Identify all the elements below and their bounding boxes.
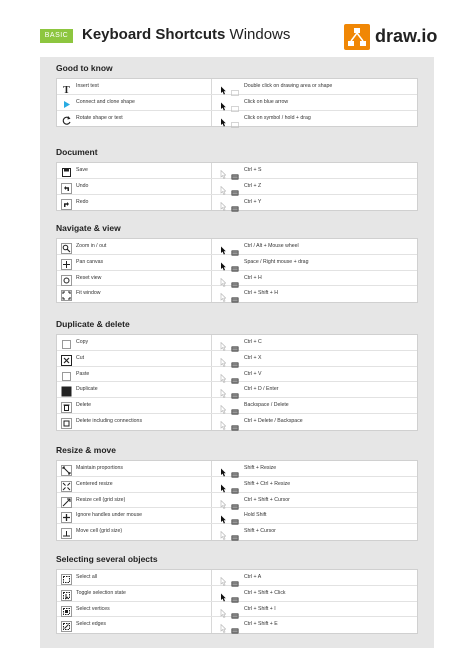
reset-view-icon bbox=[61, 273, 72, 284]
shortcut-row bbox=[57, 493, 417, 509]
shortcut-keys: Ctrl + Shift + Cursor bbox=[244, 496, 290, 503]
action-label: Delete bbox=[76, 402, 91, 409]
shortcuts-panel bbox=[40, 57, 434, 648]
action-cell bbox=[57, 271, 212, 286]
shortcut-keys: Ctrl / Alt + Mouse wheel bbox=[244, 243, 299, 249]
shortcut-keys: Ctrl + Shift + H bbox=[244, 290, 279, 297]
shortcut-keys: Shift + Ctrl + Resize bbox=[244, 480, 291, 487]
mouse-icon bbox=[220, 289, 226, 298]
title-light: Windows bbox=[229, 26, 291, 43]
keyboard-icon bbox=[231, 497, 239, 503]
drawio-logo bbox=[344, 24, 438, 50]
mouse-icon bbox=[220, 98, 226, 107]
action-label: Select all bbox=[76, 574, 98, 580]
shortcut-table-resize-move bbox=[56, 460, 418, 541]
rotate-icon bbox=[61, 113, 72, 124]
keyboard-icon bbox=[231, 512, 239, 518]
shortcut-row bbox=[57, 286, 417, 302]
section-title-navigate-view: Navigate & view bbox=[56, 223, 121, 233]
action-cell bbox=[57, 508, 212, 523]
shortcut-keys: Click on blue arrow bbox=[244, 98, 289, 105]
shortcut-cell bbox=[217, 398, 417, 413]
mouse-icon bbox=[220, 527, 226, 536]
keyboard-icon bbox=[231, 83, 239, 89]
shortcut-keys: Ctrl + D / Enter bbox=[244, 386, 279, 393]
drawio-logo-icon bbox=[344, 24, 370, 50]
action-cell bbox=[57, 382, 212, 397]
undo-icon bbox=[61, 181, 72, 192]
action-cell bbox=[57, 255, 212, 270]
shortcut-table-document bbox=[56, 162, 418, 211]
shortcut-table-good-to-know bbox=[56, 78, 418, 127]
mouse-icon bbox=[220, 354, 226, 363]
shortcut-keys: Ctrl + Shift + I bbox=[244, 605, 276, 612]
shortcut-keys: Ctrl + V bbox=[244, 370, 262, 377]
action-cell bbox=[57, 461, 212, 476]
logo-text: draw.io bbox=[375, 26, 438, 46]
action-label: Cut bbox=[76, 354, 85, 361]
keyboard-icon bbox=[231, 418, 239, 424]
pan-icon bbox=[61, 257, 72, 268]
shortcut-row bbox=[57, 163, 417, 179]
shortcut-keys: Ctrl + S bbox=[244, 167, 262, 173]
shortcut-table-duplicate-delete bbox=[56, 334, 418, 431]
mouse-icon bbox=[220, 496, 226, 505]
save-icon bbox=[61, 165, 72, 176]
redo-icon bbox=[61, 197, 72, 208]
shortcut-cell bbox=[217, 255, 417, 270]
select-all-icon bbox=[61, 572, 72, 583]
mouse-icon bbox=[220, 589, 226, 598]
shortcut-cell bbox=[217, 335, 417, 350]
action-cell bbox=[57, 195, 212, 211]
action-cell bbox=[57, 163, 212, 178]
shortcut-row bbox=[57, 586, 417, 602]
shortcut-cell bbox=[217, 95, 417, 110]
keyboard-icon bbox=[231, 574, 239, 580]
shortcut-row bbox=[57, 335, 417, 351]
action-cell bbox=[57, 367, 212, 382]
keyboard-icon bbox=[231, 386, 239, 392]
action-cell bbox=[57, 570, 212, 585]
duplicate-icon bbox=[61, 384, 72, 395]
action-label: Maintain proportions bbox=[76, 465, 124, 471]
shortcut-keys: Shift + Cursor bbox=[244, 528, 276, 535]
cut-icon bbox=[61, 353, 72, 364]
shortcut-row bbox=[57, 351, 417, 367]
page-title bbox=[82, 26, 290, 43]
action-cell bbox=[57, 239, 212, 254]
shortcut-keys: Ctrl + C bbox=[244, 339, 262, 345]
action-label: Rotate shape or text bbox=[76, 114, 123, 121]
proportions-icon bbox=[61, 463, 72, 474]
action-label: Redo bbox=[76, 198, 89, 205]
keyboard-icon bbox=[231, 590, 239, 596]
keyboard-icon bbox=[231, 183, 239, 189]
shortcut-row bbox=[57, 111, 417, 127]
shortcut-cell bbox=[217, 477, 417, 492]
keyboard-icon bbox=[231, 371, 239, 377]
shortcut-keys: Space / Right mouse + drag bbox=[244, 258, 309, 265]
shortcut-row bbox=[57, 79, 417, 95]
shortcut-cell bbox=[217, 461, 417, 476]
section-title-document: Document bbox=[56, 147, 98, 157]
mouse-icon bbox=[220, 401, 226, 410]
action-label: Fit window bbox=[76, 290, 101, 297]
svg-text:T: T bbox=[63, 85, 70, 94]
shortcut-table-selecting-several-objects bbox=[56, 569, 418, 634]
mouse-icon bbox=[220, 82, 226, 91]
section-title-good-to-know: Good to know bbox=[56, 63, 113, 73]
shortcut-cell bbox=[217, 570, 417, 585]
shortcut-cell bbox=[217, 79, 417, 94]
mouse-icon bbox=[220, 573, 226, 582]
shortcut-row bbox=[57, 524, 417, 540]
shortcut-row bbox=[57, 179, 417, 195]
action-label: Select vertices bbox=[76, 605, 110, 612]
action-label: Copy bbox=[76, 339, 89, 345]
shortcut-cell bbox=[217, 524, 417, 540]
action-cell bbox=[57, 179, 212, 194]
keyboard-icon bbox=[231, 481, 239, 487]
copy-icon bbox=[61, 337, 72, 348]
mouse-icon bbox=[220, 511, 226, 520]
shortcut-row bbox=[57, 461, 417, 477]
shortcut-cell bbox=[217, 111, 417, 127]
shortcut-keys: Double click on drawing area or shape bbox=[244, 83, 333, 89]
keyboard-icon bbox=[231, 339, 239, 345]
shortcut-cell bbox=[217, 179, 417, 194]
shortcut-row bbox=[57, 367, 417, 383]
keyboard-icon bbox=[231, 167, 239, 173]
title-bold: Keyboard Shortcuts bbox=[82, 26, 226, 43]
shortcut-row bbox=[57, 570, 417, 586]
page-header bbox=[40, 24, 438, 50]
mouse-icon bbox=[220, 114, 226, 123]
mouse-icon bbox=[220, 182, 226, 191]
keyboard-icon bbox=[231, 199, 239, 205]
shortcut-keys: Shift + Resize bbox=[244, 465, 277, 471]
shortcut-row bbox=[57, 602, 417, 618]
mouse-icon bbox=[220, 370, 226, 379]
shortcut-cell bbox=[217, 195, 417, 211]
shortcut-keys: Ctrl + A bbox=[244, 574, 262, 580]
shortcut-row bbox=[57, 508, 417, 524]
delete-icon bbox=[61, 400, 72, 411]
keyboard-icon bbox=[231, 621, 239, 627]
action-label: Connect and clone shape bbox=[76, 98, 135, 105]
action-label: Zoom in / out bbox=[76, 243, 107, 249]
shortcut-row bbox=[57, 271, 417, 287]
action-label: Undo bbox=[76, 182, 89, 189]
action-cell bbox=[57, 398, 212, 413]
action-cell bbox=[57, 286, 212, 302]
section-title-selecting-several-objects: Selecting several objects bbox=[56, 554, 158, 564]
shortcut-row bbox=[57, 95, 417, 111]
mouse-icon bbox=[220, 242, 226, 251]
mouse-icon bbox=[220, 258, 226, 267]
action-label: Toggle selection state bbox=[76, 589, 126, 596]
paste-icon bbox=[61, 369, 72, 380]
action-cell bbox=[57, 351, 212, 366]
action-cell bbox=[57, 111, 212, 127]
shortcut-cell bbox=[217, 617, 417, 633]
action-cell bbox=[57, 602, 212, 617]
shortcut-keys: Backspace / Delete bbox=[244, 402, 289, 409]
move-cell-icon bbox=[61, 526, 72, 537]
action-label: Paste bbox=[76, 370, 90, 377]
shortcut-cell bbox=[217, 508, 417, 523]
section-title-resize-move: Resize & move bbox=[56, 445, 116, 455]
shortcut-row bbox=[57, 398, 417, 414]
action-cell bbox=[57, 414, 212, 430]
mouse-icon bbox=[220, 480, 226, 489]
mouse-icon bbox=[220, 198, 226, 207]
centered-resize-icon bbox=[61, 479, 72, 490]
shortcut-cell bbox=[217, 414, 417, 430]
shortcut-row bbox=[57, 382, 417, 398]
shortcut-keys: Ctrl + Shift + E bbox=[244, 621, 278, 628]
delete-connections-icon bbox=[61, 416, 72, 427]
resize-grid-icon bbox=[61, 495, 72, 506]
blue-arrow-icon bbox=[61, 97, 72, 108]
select-vertices-icon bbox=[61, 604, 72, 615]
shortcut-row bbox=[57, 617, 417, 633]
zoom-icon bbox=[61, 241, 72, 252]
keyboard-icon bbox=[231, 355, 239, 361]
action-cell bbox=[57, 477, 212, 492]
shortcut-cell bbox=[217, 163, 417, 178]
action-cell bbox=[57, 335, 212, 350]
shortcut-keys: Ctrl + Z bbox=[244, 182, 262, 189]
action-label: Pan canvas bbox=[76, 258, 104, 265]
shortcut-cell bbox=[217, 367, 417, 382]
shortcut-cell bbox=[217, 586, 417, 601]
shortcut-keys: Ctrl + X bbox=[244, 354, 262, 361]
shortcut-row bbox=[57, 414, 417, 430]
shortcut-keys: Click on symbol / hold + drag bbox=[244, 114, 311, 121]
keyboard-icon bbox=[231, 115, 239, 121]
mouse-icon bbox=[220, 605, 226, 614]
shortcut-keys: Ctrl + Shift + Click bbox=[244, 589, 286, 596]
mouse-icon bbox=[220, 464, 226, 473]
shortcut-row bbox=[57, 239, 417, 255]
action-cell bbox=[57, 95, 212, 110]
action-cell bbox=[57, 524, 212, 540]
action-cell bbox=[57, 79, 212, 94]
text-t-icon bbox=[61, 81, 72, 92]
action-cell bbox=[57, 586, 212, 601]
shortcut-table-navigate-view bbox=[56, 238, 418, 303]
ignore-handles-icon bbox=[61, 510, 72, 521]
shortcut-cell bbox=[217, 602, 417, 617]
action-label: Delete including connections bbox=[76, 417, 143, 424]
shortcut-keys: Ctrl + Delete / Backspace bbox=[244, 417, 303, 424]
action-label: Reset view bbox=[76, 274, 102, 281]
keyboard-icon bbox=[231, 99, 239, 105]
shortcut-cell bbox=[217, 351, 417, 366]
shortcut-row bbox=[57, 477, 417, 493]
shortcut-keys: Ctrl + Y bbox=[244, 198, 262, 205]
keyboard-icon bbox=[231, 290, 239, 296]
keyboard-icon bbox=[231, 465, 239, 471]
keyboard-icon bbox=[231, 528, 239, 534]
mouse-icon bbox=[220, 417, 226, 426]
keyboard-icon bbox=[231, 275, 239, 281]
shortcut-cell bbox=[217, 239, 417, 254]
action-label: Resize cell (grid size) bbox=[76, 496, 126, 503]
mouse-icon bbox=[220, 274, 226, 283]
shortcut-cell bbox=[217, 271, 417, 286]
shortcut-keys: Ctrl + H bbox=[244, 274, 262, 281]
mouse-icon bbox=[220, 338, 226, 347]
mouse-icon bbox=[220, 620, 226, 629]
shortcut-keys: Hold Shift bbox=[244, 512, 267, 519]
mouse-icon bbox=[220, 385, 226, 394]
select-edges-icon bbox=[61, 619, 72, 630]
fit-window-icon bbox=[61, 288, 72, 299]
action-label: Centered resize bbox=[76, 480, 113, 487]
shortcut-cell bbox=[217, 382, 417, 397]
shortcut-row bbox=[57, 255, 417, 271]
keyboard-icon bbox=[231, 606, 239, 612]
level-badge: BASIC bbox=[40, 29, 73, 43]
action-label: Duplicate bbox=[76, 386, 98, 393]
action-cell bbox=[57, 617, 212, 633]
mouse-icon bbox=[220, 166, 226, 175]
action-label: Save bbox=[76, 167, 88, 173]
action-cell bbox=[57, 493, 212, 508]
shortcut-cell bbox=[217, 493, 417, 508]
keyboard-icon bbox=[231, 259, 239, 265]
action-label: Select edges bbox=[76, 621, 106, 628]
action-label: Insert text bbox=[76, 83, 99, 89]
keyboard-icon bbox=[231, 402, 239, 408]
shortcut-cell bbox=[217, 286, 417, 302]
shortcut-row bbox=[57, 195, 417, 211]
keyboard-icon bbox=[231, 243, 239, 249]
action-label: Ignore handles under mouse bbox=[76, 512, 143, 519]
toggle-selection-icon bbox=[61, 588, 72, 599]
action-label: Move cell (grid size) bbox=[76, 528, 123, 535]
section-title-duplicate-delete: Duplicate & delete bbox=[56, 319, 130, 329]
